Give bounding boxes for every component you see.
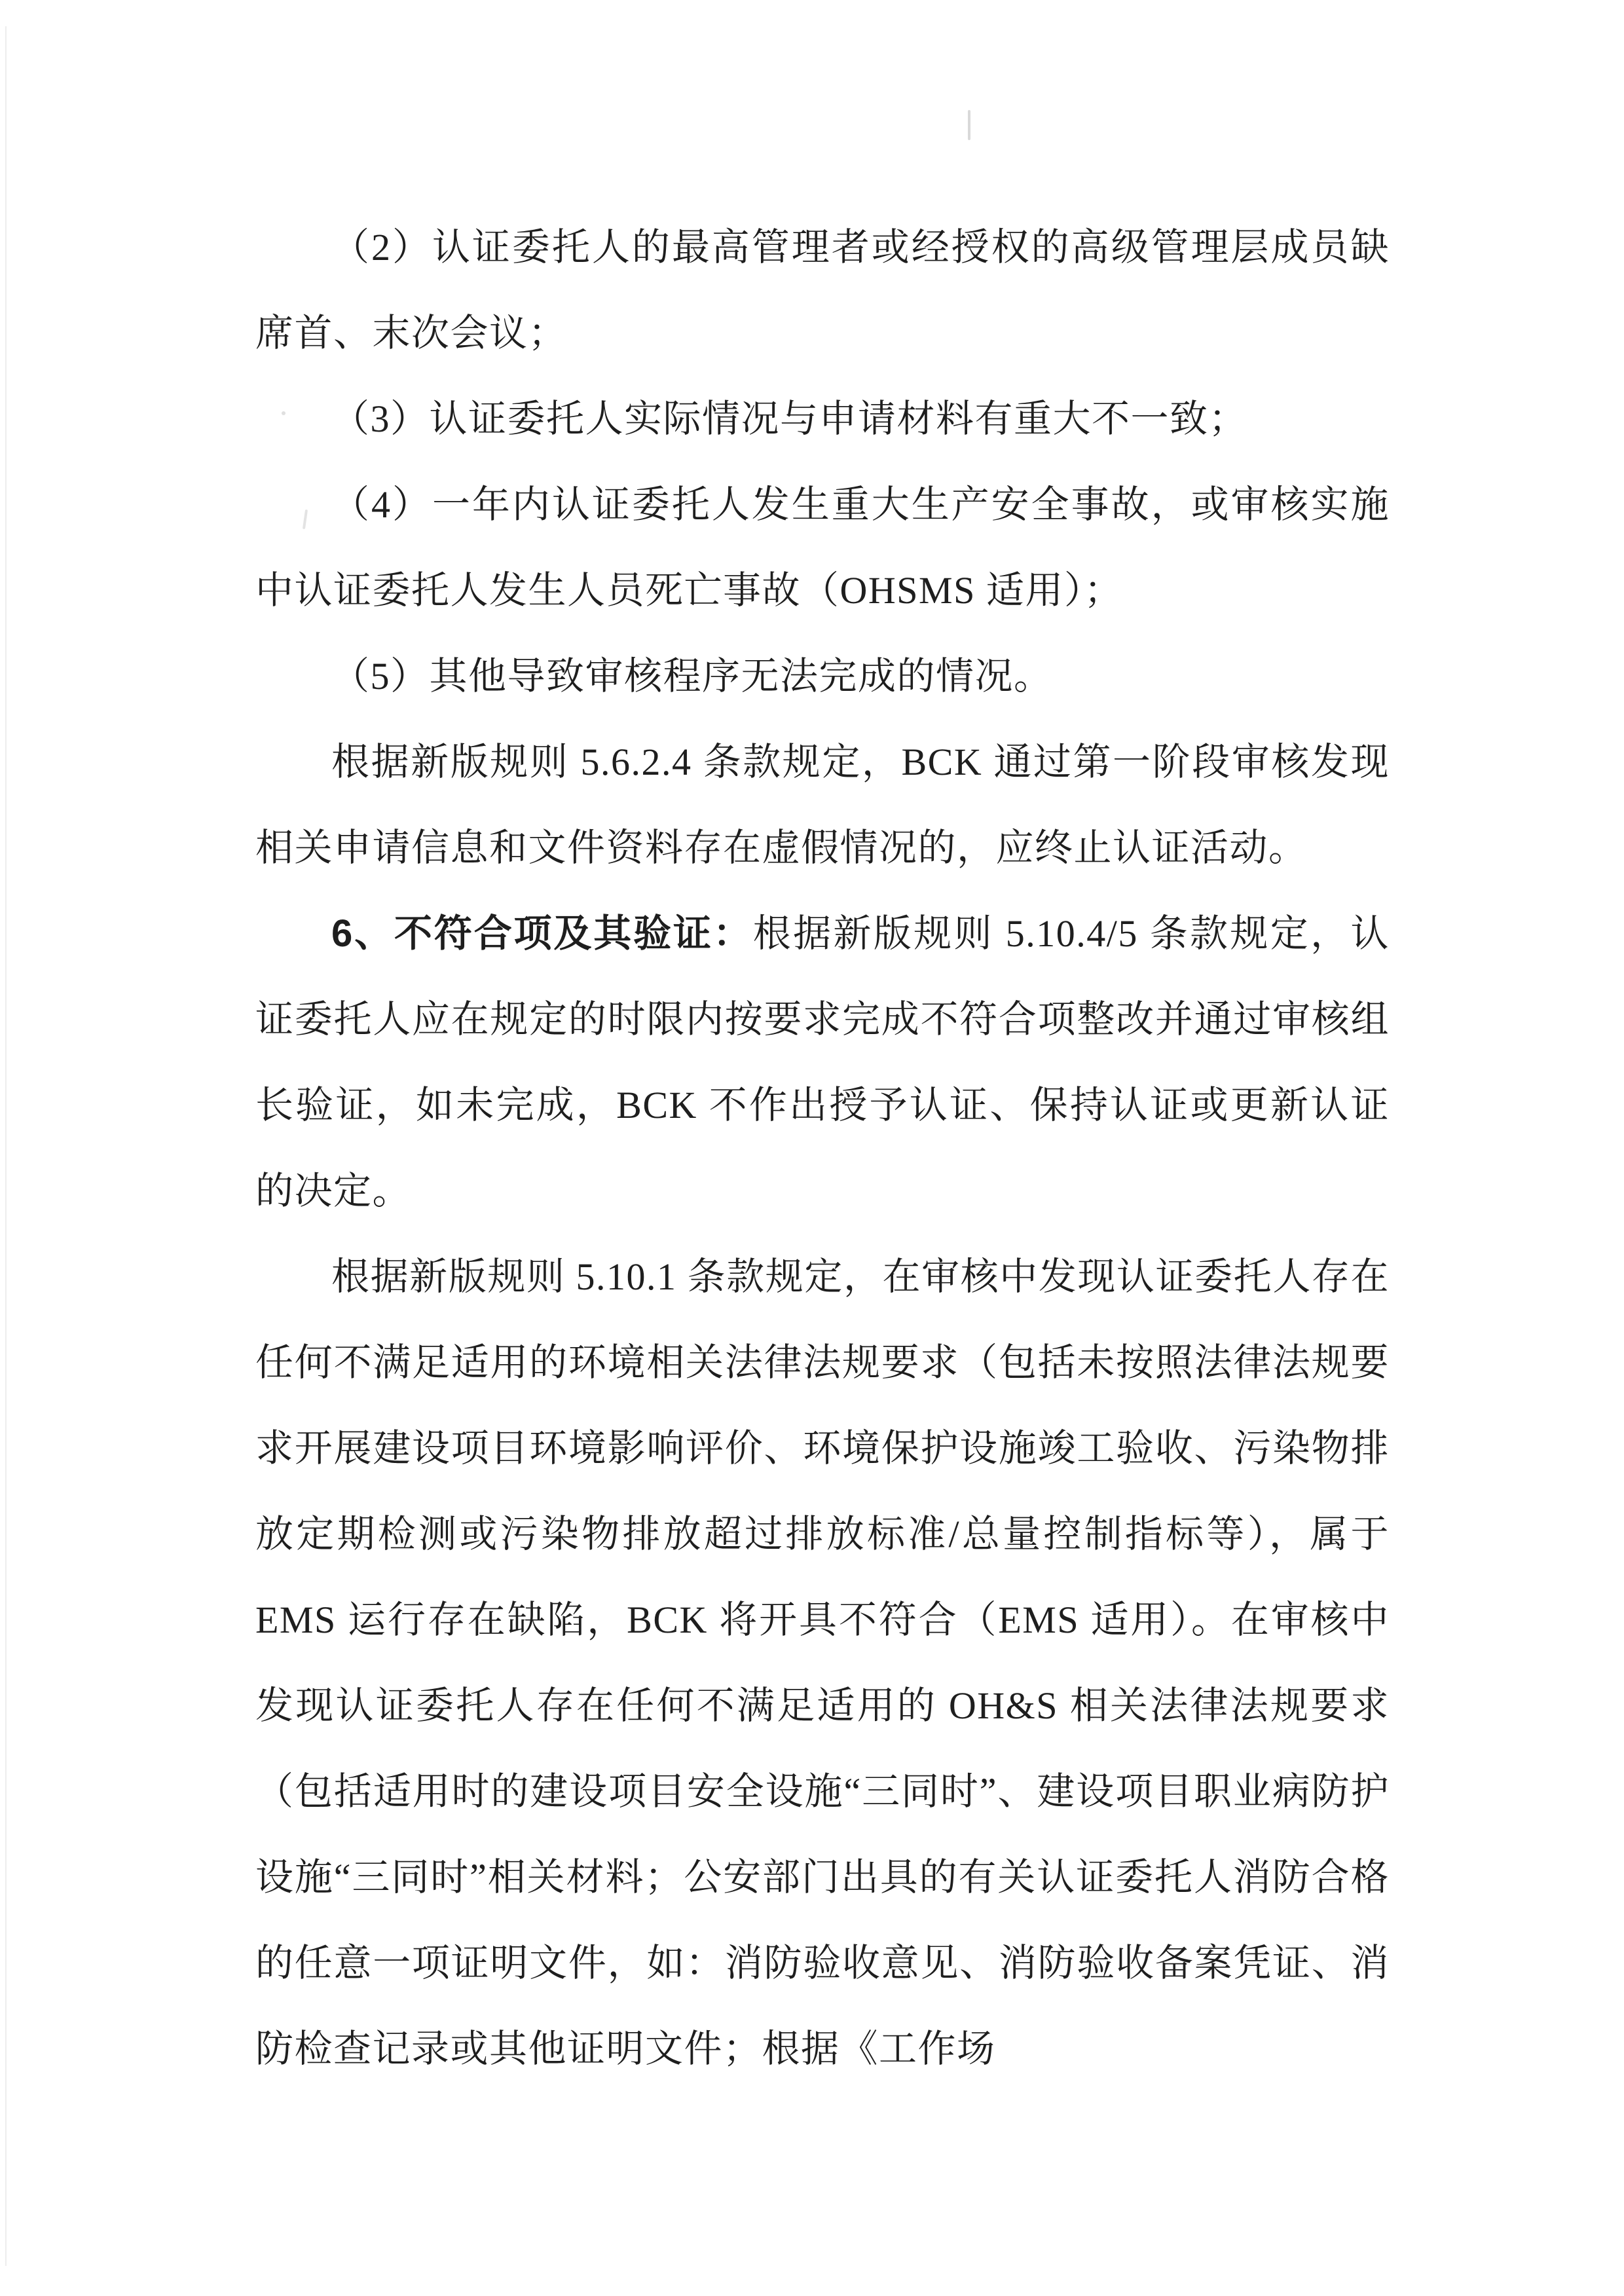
paragraph-item-2: [255, 204, 1390, 376]
section-6-heading: 6、不符合项及其验证：: [331, 912, 753, 955]
scan-artifact: [968, 110, 970, 140]
paragraph-text: （3）认证委托人实际情况与申请材料有重大不一致；: [331, 398, 1248, 440]
paragraph-item-3: [255, 376, 1390, 462]
document-text-block: [255, 204, 1390, 2092]
paragraph-rule-5624: [255, 719, 1390, 891]
paragraph-section-6: [255, 891, 1390, 1234]
paragraph-item-5: [255, 633, 1390, 719]
paragraph-item-4: [255, 462, 1390, 633]
paragraph-text: 根据新版规则 5.10.4/5 条款规定，认证委托人应在规定的时限内按要求完成不符合项整改并通过审核组长验证，如未完成，BCK 不作出授予认证、保持认证或更新认证的决定。: [255, 912, 1390, 1212]
paragraph-text: （2）认证委托人的最高管理者或经授权的高级管理层成员缺席首、末次会议；: [255, 226, 1390, 354]
scan-edge-line: [5, 26, 7, 2266]
paragraph-text: 根据新版规则 5.10.1 条款规定，在审核中发现认证委托人存在任何不满足适用的环境相关法律法规要求（包括未按照法律法规要求开展建设项目环境影响评价、环境保护设施竣工验收、污染物排放定期检测或污染物排放超过排放标准/总量控制指标等），属于 EMS 运行存在缺陷，BCK 将开具不符合（EMS 适用）。在审核中发现认证委托人存在任何不满足适用的 OH&S 相关法律法规要求（包括适用时的建设项目安全设施“三同时”、建设项目职业病防护设施“三同时”相关材料；公安部门出具的有关认证委托人消防合格的任意一项证明文件，如：消防验收意见、消防验收备案凭证、消防检查记录或其他证明文件；根据《工作场: [255, 1255, 1390, 2070]
paragraph-text: （5）其他导致审核程序无法完成的情况。: [331, 655, 1053, 697]
paragraph-rule-5101: [255, 1234, 1390, 2092]
paragraph-text: 根据新版规则 5.6.2.4 条款规定，BCK 通过第一阶段审核发现相关申请信息和文件资料存在虚假情况的，应终止认证活动。: [255, 741, 1390, 869]
paragraph-text: （4）一年内认证委托人发生重大生产安全事故，或审核实施中认证委托人发生人员死亡事故（OHSMS 适用）；: [255, 483, 1390, 612]
